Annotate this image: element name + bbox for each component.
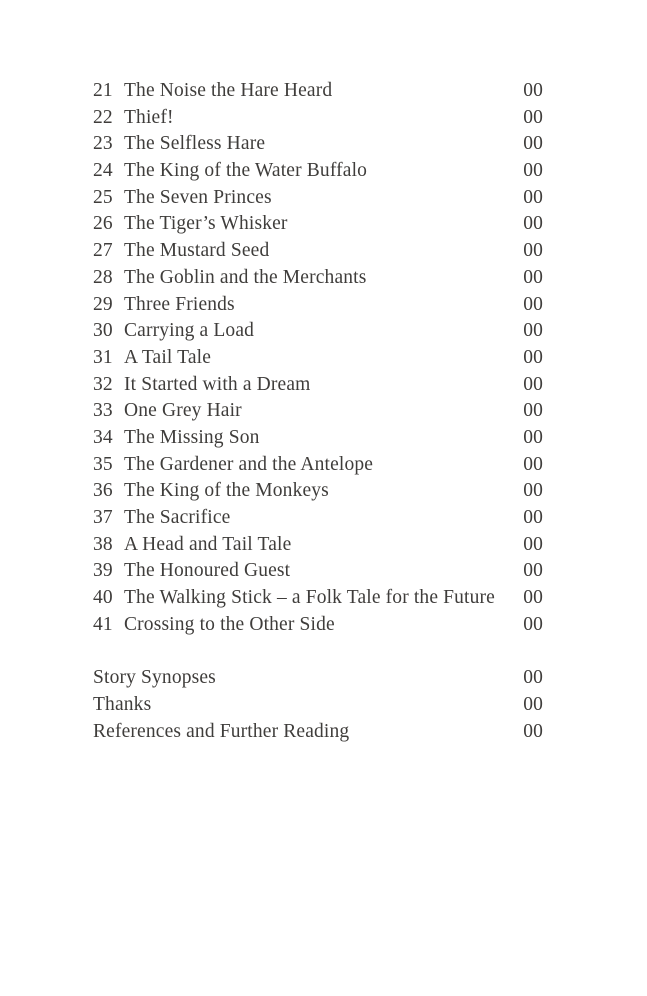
page-number: 00: [523, 426, 543, 448]
page-number: 00: [523, 693, 543, 715]
chapter-title: Three Friends: [124, 293, 235, 315]
page-number: 00: [523, 320, 543, 342]
toc-entry-row: [93, 372, 543, 399]
toc-entry-row: [93, 558, 543, 585]
chapter-number: 26: [93, 213, 113, 235]
toc-entry-row: [93, 292, 543, 319]
page-number: 00: [523, 133, 543, 155]
chapter-title: The Honoured Guest: [124, 560, 291, 582]
chapter-title: The Missing Son: [124, 426, 260, 448]
chapter-title: One Grey Hair: [124, 400, 242, 422]
chapter-number: 27: [93, 240, 113, 262]
chapter-title: The Walking Stick – a Folk Tale for the Future: [124, 587, 495, 609]
toc-entry-row: [93, 532, 543, 559]
chapter-number: 30: [93, 320, 113, 342]
chapter-title: It Started with a Dream: [124, 373, 311, 395]
backmatter-title: Story Synopses: [93, 667, 216, 689]
toc-entry-row: [93, 105, 543, 132]
page-number: 00: [523, 266, 543, 288]
toc-entry-row: [93, 398, 543, 425]
page-number: 00: [523, 480, 543, 502]
toc-backmatter-row: [93, 719, 543, 746]
backmatter-title: References and Further Reading: [93, 720, 350, 742]
chapter-number: 35: [93, 453, 113, 475]
page-number: 00: [523, 507, 543, 528]
chapter-title: The Selfless Hare: [124, 133, 266, 155]
toc-entry-row: [93, 185, 543, 212]
toc-entry-row: [93, 425, 543, 452]
chapter-number: 40: [93, 587, 113, 609]
chapter-number: 38: [93, 533, 113, 555]
page-number: 00: [523, 560, 543, 582]
toc-entry-row: [93, 265, 543, 292]
chapter-number: 33: [93, 400, 113, 422]
chapter-number: 28: [93, 266, 113, 288]
chapter-title: The Gardener and the Antelope: [124, 453, 374, 475]
chapter-number: 36: [93, 480, 113, 502]
page-number: 00: [523, 80, 543, 101]
page-number: 00: [523, 373, 543, 395]
chapter-number: 34: [93, 426, 113, 448]
chapter-title: A Head and Tail Tale: [124, 533, 292, 555]
page-number: 00: [523, 240, 543, 262]
table-of-contents: [93, 78, 543, 745]
chapter-number: 21: [93, 80, 113, 101]
page-number: 00: [523, 613, 543, 635]
page-number: 00: [523, 533, 543, 555]
chapter-number: 32: [93, 373, 113, 395]
chapter-number: 41: [93, 613, 113, 635]
chapter-number: 31: [93, 346, 113, 368]
chapter-number: 39: [93, 560, 113, 582]
chapter-title: A Tail Tale: [124, 346, 212, 368]
toc-entry-row: [93, 452, 543, 479]
toc-entry-row: [93, 78, 543, 105]
toc-entry-row: [93, 585, 543, 612]
page-number: 00: [523, 346, 543, 368]
chapter-title: The Seven Princes: [124, 186, 272, 208]
toc-backmatter-row: [93, 692, 543, 719]
toc-entry-row: [93, 345, 543, 372]
section-gap: [93, 638, 543, 665]
chapter-title: Thief!: [124, 106, 174, 128]
chapter-title: The King of the Water Buffalo: [124, 160, 368, 182]
chapter-number: 24: [93, 160, 113, 182]
chapter-title: The King of the Monkeys: [124, 480, 329, 502]
toc-entry-row: [93, 158, 543, 185]
toc-chapter-list: [93, 78, 543, 638]
toc-entry-row: [93, 478, 543, 505]
toc-entry-row: [93, 505, 543, 532]
chapter-title: The Sacrifice: [124, 507, 231, 528]
chapter-number: 37: [93, 507, 113, 528]
page-number: 00: [523, 293, 543, 315]
toc-entry-row: [93, 612, 543, 639]
toc-backmatter-row: [93, 665, 543, 692]
backmatter-title: Thanks: [93, 693, 152, 715]
toc-backmatter-list: [93, 665, 543, 745]
chapter-title: Crossing to the Other Side: [124, 613, 335, 635]
chapter-number: 22: [93, 106, 113, 128]
chapter-title: Carrying a Load: [124, 320, 255, 342]
chapter-title: The Mustard Seed: [124, 240, 270, 262]
toc-entry-row: [93, 131, 543, 158]
toc-entry-row: [93, 211, 543, 238]
page-number: 00: [523, 160, 543, 182]
page-number: 00: [523, 667, 543, 689]
chapter-title: The Tiger’s Whisker: [124, 213, 288, 235]
page-number: 00: [523, 400, 543, 422]
page-number: 00: [523, 587, 543, 609]
chapter-number: 25: [93, 186, 113, 208]
page-number: 00: [523, 186, 543, 208]
page-number: 00: [523, 106, 543, 128]
chapter-title: The Noise the Hare Heard: [124, 80, 333, 101]
page-number: 00: [523, 213, 543, 235]
toc-entry-row: [93, 238, 543, 265]
chapter-number: 23: [93, 133, 113, 155]
chapter-number: 29: [93, 293, 113, 315]
toc-entry-row: [93, 318, 543, 345]
chapter-title: The Goblin and the Merchants: [124, 266, 367, 288]
page-number: 00: [523, 453, 543, 475]
page-number: 00: [523, 720, 543, 742]
